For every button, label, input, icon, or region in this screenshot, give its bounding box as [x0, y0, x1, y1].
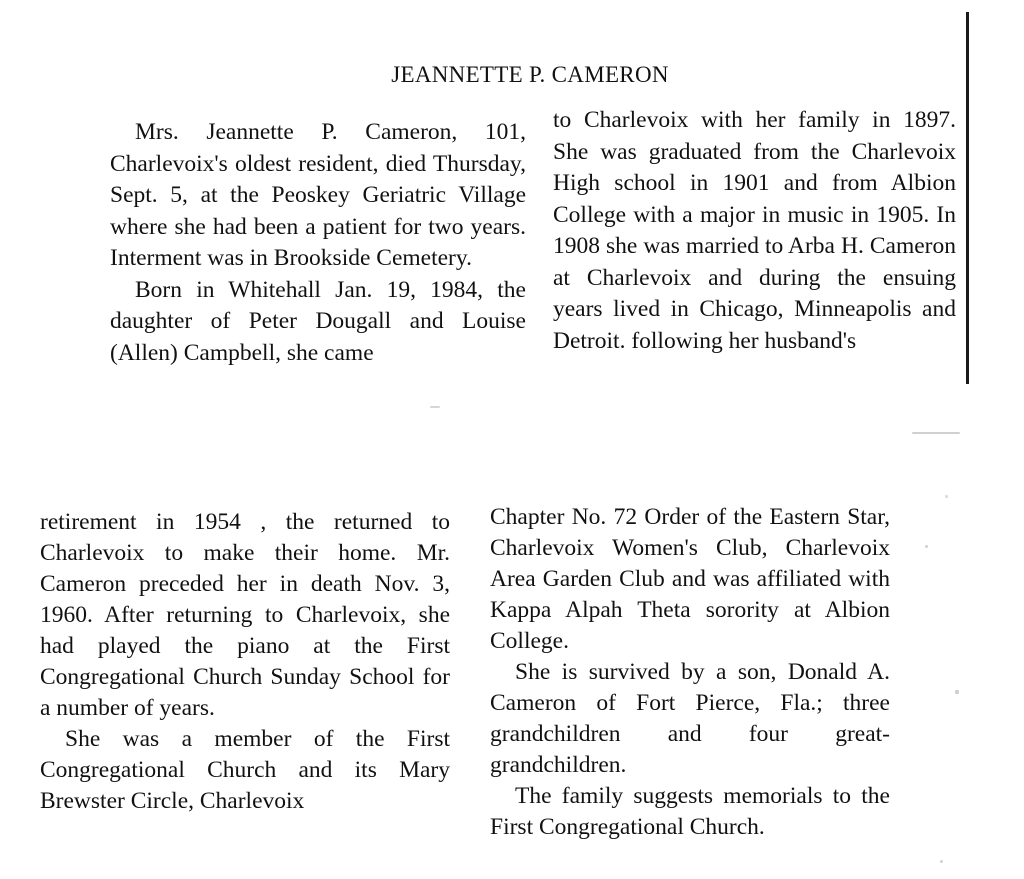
column-2 [553, 105, 956, 357]
column-1 [110, 117, 526, 369]
scan-speck [955, 690, 959, 694]
paragraph: Chapter No. 72 Order of the Eastern Star, Charlevoix Women's Club, Charlevoix Area Garden Club and was affiliated with Kappa Alpah Theta sorority at Albion College. [490, 504, 890, 654]
column-4 [490, 502, 890, 843]
scan-speck [430, 406, 440, 408]
scan-speck [940, 860, 943, 863]
scan-speck [945, 495, 948, 498]
column-rule [966, 12, 969, 384]
paragraph: The family suggests memorials to the First Congregational Church. [490, 783, 890, 840]
scan-speck [912, 432, 960, 434]
scan-speck [925, 545, 928, 548]
paragraph: Mrs. Jeannette P. Cameron, 101, Charlevoix's oldest resident, died Thursday, Sept. 5, at the Peoskey Geriatric Village where she had been a patient for two years. Interment was in Brookside Cemetery. [110, 119, 526, 271]
paragraph: She is survived by a son, Donald A. Cameron of Fort Pierce, Fla.; three grandchildren and four great-grandchildren. [490, 659, 890, 778]
article-title: JEANNETTE P. CAMERON [391, 62, 669, 87]
paragraph: retirement in 1954 , the returned to Charlevoix to make their home. Mr. Cameron preceded her in death Nov. 3, 1960. After returning to Charlevoix, she had played the piano at the First Congregational Church Sunday School for a number of years. [40, 509, 450, 721]
paragraph: She was a member of the First Congregational Church and its Mary Brewster Circle, Charlevoix [40, 726, 450, 814]
paragraph: to Charlevoix with her family in 1897. She was graduated from the Charlevoix High school in 1901 and from Albion College with a major in music in 1905. In 1908 she was married to Arba H. Cameron at Charlevoix and during the ensuing years lived in Chicago, Minneapolis and Detroit. following her husband's [553, 107, 956, 354]
column-3 [40, 507, 450, 817]
paragraph: Born in Whitehall Jan. 19, 1984, the daughter of Peter Dougall and Louise (Allen) Campbell, she came [110, 276, 526, 366]
